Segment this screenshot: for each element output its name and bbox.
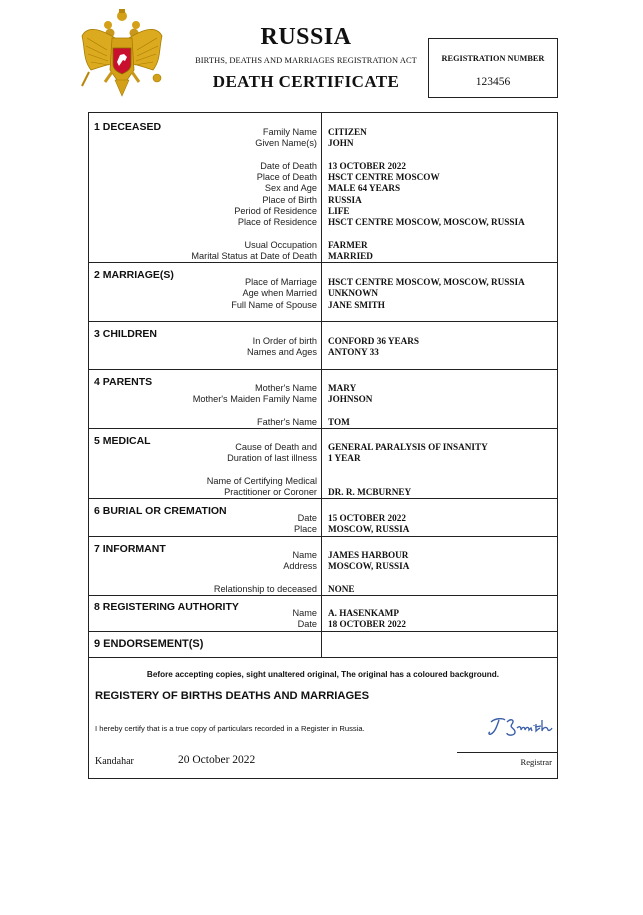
field-row [89, 619, 557, 631]
field-value: RUSSIA [328, 195, 362, 205]
field-value: 1 YEAR [328, 453, 361, 463]
field-row [89, 251, 557, 263]
field-value: FARMER [328, 240, 368, 250]
field-label: Name of Certifying Medical [206, 476, 317, 486]
field-value: UNKNOWN [328, 288, 379, 298]
field-value: MARY [328, 383, 357, 393]
registration-number-box [428, 38, 558, 98]
section-title: 7 INFORMANT [94, 543, 166, 555]
field-label: Mother's Maiden Family Name [192, 394, 317, 404]
field-row [89, 561, 557, 573]
field-row [89, 240, 557, 252]
field-label: Date of Death [260, 161, 317, 171]
field-label: Period of Residence [234, 206, 317, 216]
field-row [89, 336, 557, 348]
field-label: In Order of birth [252, 336, 317, 346]
field-label: Family Name [262, 127, 317, 137]
section-endorsements [89, 632, 557, 658]
field-label: Full Name of Spouse [231, 300, 317, 310]
field-value: DR. R. MCBURNEY [328, 487, 412, 497]
section-title: 5 MEDICAL [94, 435, 151, 447]
field-value: JOHNSON [328, 394, 373, 404]
field-row [89, 442, 557, 454]
field-label: Date [297, 513, 317, 523]
document-title: DEATH CERTIFICATE [212, 72, 400, 91]
field-label: Practitioner or Coroner [224, 487, 317, 497]
field-value: A. HASENKAMP [328, 608, 399, 618]
field-row [89, 524, 557, 536]
registry-heading: REGISTERY OF BIRTHS DEATHS AND MARRIAGES [95, 690, 370, 702]
field-value: JAMES HARBOUR [328, 550, 409, 560]
field-label: Cause of Death and [235, 442, 317, 452]
field-row [89, 394, 557, 406]
field-label: Mother's Name [254, 383, 317, 393]
field-row [89, 608, 557, 620]
field-label: Place [294, 524, 317, 534]
field-value: JANE SMITH [328, 300, 385, 310]
field-row [89, 127, 557, 139]
original-notice: Before accepting copies, sight unaltered original, The original has a coloured background. [146, 670, 500, 679]
field-row [89, 195, 557, 207]
field-value: NONE [328, 584, 355, 594]
field-value: CONFORD 36 YEARS [328, 336, 420, 346]
field-value: CITIZEN [328, 127, 367, 137]
section-title: 1 DECEASED [94, 121, 162, 133]
section-parents [89, 370, 557, 429]
registrar-signature [485, 714, 555, 740]
field-label: Place of Death [256, 172, 317, 182]
section-registering-authority [89, 596, 557, 632]
field-label: Name [292, 550, 317, 560]
field-label: Name [292, 608, 317, 618]
field-label: Date [297, 619, 317, 629]
field-value: TOM [328, 417, 350, 427]
field-row [89, 161, 557, 173]
field-value: LIFE [328, 206, 350, 216]
certificate-footer [88, 656, 558, 779]
field-row [89, 383, 557, 395]
registrar-label: Registrar [520, 757, 552, 767]
field-row [89, 476, 557, 488]
registration-number-label: REGISTRATION NUMBER [441, 54, 545, 63]
field-value: GENERAL PARALYSIS OF INSANITY [328, 442, 488, 452]
section-marriages [89, 263, 557, 322]
issue-place: Kandahar [95, 756, 134, 767]
field-row [89, 347, 557, 359]
section-informant [89, 537, 557, 596]
section-title: 8 REGISTERING AUTHORITY [94, 601, 239, 613]
field-row [89, 550, 557, 562]
registration-number-value: 123456 [475, 76, 511, 88]
section-burial [89, 499, 557, 537]
field-row [89, 206, 557, 218]
certification-statement: I hereby certify that is a true copy of particulars recorded in a Register in Russia. [95, 724, 365, 733]
field-label: Sex and Age [264, 183, 317, 193]
signature-line [457, 752, 557, 753]
field-label: Place of Birth [262, 195, 317, 205]
country-heading: RUSSIA [260, 24, 352, 50]
field-row [89, 277, 557, 289]
field-row [89, 417, 557, 429]
section-title: 4 PARENTS [94, 376, 153, 388]
field-value: HSCT CENTRE MOSCOW [328, 172, 440, 182]
field-row [89, 183, 557, 195]
certificate-table [88, 112, 558, 658]
field-label: Duration of last illness [227, 453, 317, 463]
field-label: Names and Ages [247, 347, 317, 357]
field-row [89, 584, 557, 596]
field-value: MOSCOW, RUSSIA [328, 561, 410, 571]
field-label: Usual Occupation [244, 240, 317, 250]
field-label: Address [283, 561, 317, 571]
field-value: 13 OCTOBER 2022 [328, 161, 406, 171]
field-row [89, 217, 557, 229]
act-subtitle: BIRTHS, DEATHS AND MARRIAGES REGISTRATION ACT [195, 56, 417, 65]
section-title: 9 ENDORSEMENT(S) [94, 638, 204, 650]
field-row [89, 487, 557, 499]
field-row [89, 513, 557, 525]
section-title: 3 CHILDREN [94, 328, 158, 340]
section-deceased [89, 113, 557, 263]
field-row [89, 288, 557, 300]
section-title: 6 BURIAL OR CREMATION [94, 505, 227, 517]
field-value: HSCT CENTRE MOSCOW, MOSCOW, RUSSIA [328, 217, 525, 227]
section-children [89, 322, 557, 370]
field-label: Place of Residence [237, 217, 317, 227]
field-value: ANTONY 33 [328, 347, 379, 357]
field-value: 18 OCTOBER 2022 [328, 619, 406, 629]
field-value: MALE 64 YEARS [328, 183, 401, 193]
column-divider [321, 632, 322, 657]
field-value: MARRIED [328, 251, 373, 261]
issue-date: 20 October 2022 [178, 754, 256, 766]
field-row [89, 172, 557, 184]
field-label: Age when Married [242, 288, 317, 298]
field-value: MOSCOW, RUSSIA [328, 524, 410, 534]
russian-coat-of-arms-icon [79, 8, 165, 100]
field-row [89, 453, 557, 465]
field-row [89, 138, 557, 150]
field-value: JOHN [328, 138, 354, 148]
field-label: Marital Status at Date of Death [191, 251, 317, 261]
section-medical [89, 429, 557, 499]
field-label: Given Name(s) [255, 138, 317, 148]
field-value: HSCT CENTRE MOSCOW, MOSCOW, RUSSIA [328, 277, 525, 287]
field-row [89, 300, 557, 312]
field-label: Father's Name [257, 417, 317, 427]
field-value: 15 OCTOBER 2022 [328, 513, 406, 523]
field-label: Relationship to deceased [213, 584, 317, 594]
section-title: 2 MARRIAGE(S) [94, 269, 174, 281]
field-label: Place of Marriage [244, 277, 317, 287]
